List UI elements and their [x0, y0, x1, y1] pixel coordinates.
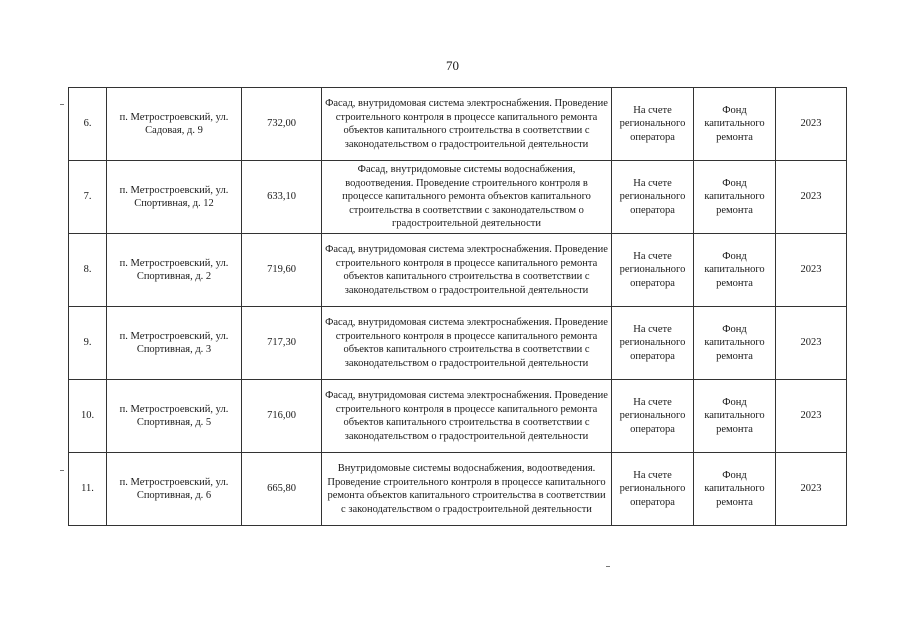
funding-source-cell: Фонд капитального ремонта [694, 307, 776, 380]
scan-speck [606, 566, 610, 567]
payment-method-cell: На счете регионального оператора [612, 161, 694, 234]
table-row [69, 161, 847, 234]
address-cell: п. Метростроевский, ул. Спортивная, д. 12 [107, 161, 242, 234]
cost-cell: 716,00 [242, 380, 322, 453]
year-cell: 2023 [776, 88, 847, 161]
scan-speck [60, 470, 64, 471]
address-cell: п. Метростроевский, ул. Спортивная, д. 2 [107, 234, 242, 307]
work-description-cell: Внутридомовые системы водоснабжения, водоотведения. Проведение строительного контроля в процессе капитального ремонта объектов капитального строительства в соответствии с законодательством о градостроительной деятельности [322, 453, 612, 526]
row-number: 10. [69, 380, 107, 453]
row-number: 9. [69, 307, 107, 380]
year-cell: 2023 [776, 161, 847, 234]
table-row [69, 453, 847, 526]
funding-source-cell: Фонд капитального ремонта [694, 234, 776, 307]
payment-method-cell: На счете регионального оператора [612, 234, 694, 307]
scan-speck [60, 104, 64, 105]
cost-cell: 719,60 [242, 234, 322, 307]
cost-cell: 717,30 [242, 307, 322, 380]
address-cell: п. Метростроевский, ул. Спортивная, д. 6 [107, 453, 242, 526]
table-row [69, 380, 847, 453]
address-cell: п. Метростроевский, ул. Спортивная, д. 3 [107, 307, 242, 380]
payment-method-cell: На счете регионального оператора [612, 307, 694, 380]
row-number: 11. [69, 453, 107, 526]
year-cell: 2023 [776, 307, 847, 380]
work-description-cell: Фасад, внутридомовая система электроснабжения. Проведение строительного контроля в процессе капитального ремонта объектов капитального строительства в соответствии с законодательством о градостроительной деятельности [322, 234, 612, 307]
work-description-cell: Фасад, внутридомовая система электроснабжения. Проведение строительного контроля в процессе капитального ремонта объектов капитального строительства в соответствии с законодательством о градостроительной деятельности [322, 307, 612, 380]
row-number: 8. [69, 234, 107, 307]
row-number: 6. [69, 88, 107, 161]
cost-cell: 732,00 [242, 88, 322, 161]
funding-source-cell: Фонд капитального ремонта [694, 380, 776, 453]
funding-source-cell: Фонд капитального ремонта [694, 88, 776, 161]
address-cell: п. Метростроевский, ул. Спортивная, д. 5 [107, 380, 242, 453]
work-description-cell: Фасад, внутридомовые системы водоснабжения, водоотведения. Проведение строительного контроля в процессе капитального ремонта объектов капитального строительства в соответствии с законодательством о градостроительной деятельности [322, 161, 612, 234]
page-number: 70 [446, 58, 459, 73]
table-row [69, 234, 847, 307]
payment-method-cell: На счете регионального оператора [612, 380, 694, 453]
year-cell: 2023 [776, 380, 847, 453]
payment-method-cell: На счете регионального оператора [612, 453, 694, 526]
work-description-cell: Фасад, внутридомовая система электроснабжения. Проведение строительного контроля в процессе капитального ремонта объектов капитального строительства в соответствии с законодательством о градостроительной деятельности [322, 88, 612, 161]
funding-source-cell: Фонд капитального ремонта [694, 161, 776, 234]
address-cell: п. Метростроевский, ул. Садовая, д. 9 [107, 88, 242, 161]
table-row [69, 88, 847, 161]
funding-source-cell: Фонд капитального ремонта [694, 453, 776, 526]
payment-method-cell: На счете регионального оператора [612, 88, 694, 161]
year-cell: 2023 [776, 234, 847, 307]
cost-cell: 633,10 [242, 161, 322, 234]
table-row [69, 307, 847, 380]
repair-works-table [68, 87, 847, 526]
row-number: 7. [69, 161, 107, 234]
cost-cell: 665,80 [242, 453, 322, 526]
year-cell: 2023 [776, 453, 847, 526]
work-description-cell: Фасад, внутридомовая система электроснабжения. Проведение строительного контроля в процессе капитального ремонта объектов капитального строительства в соответствии с законодательством о градостроительной деятельности [322, 380, 612, 453]
